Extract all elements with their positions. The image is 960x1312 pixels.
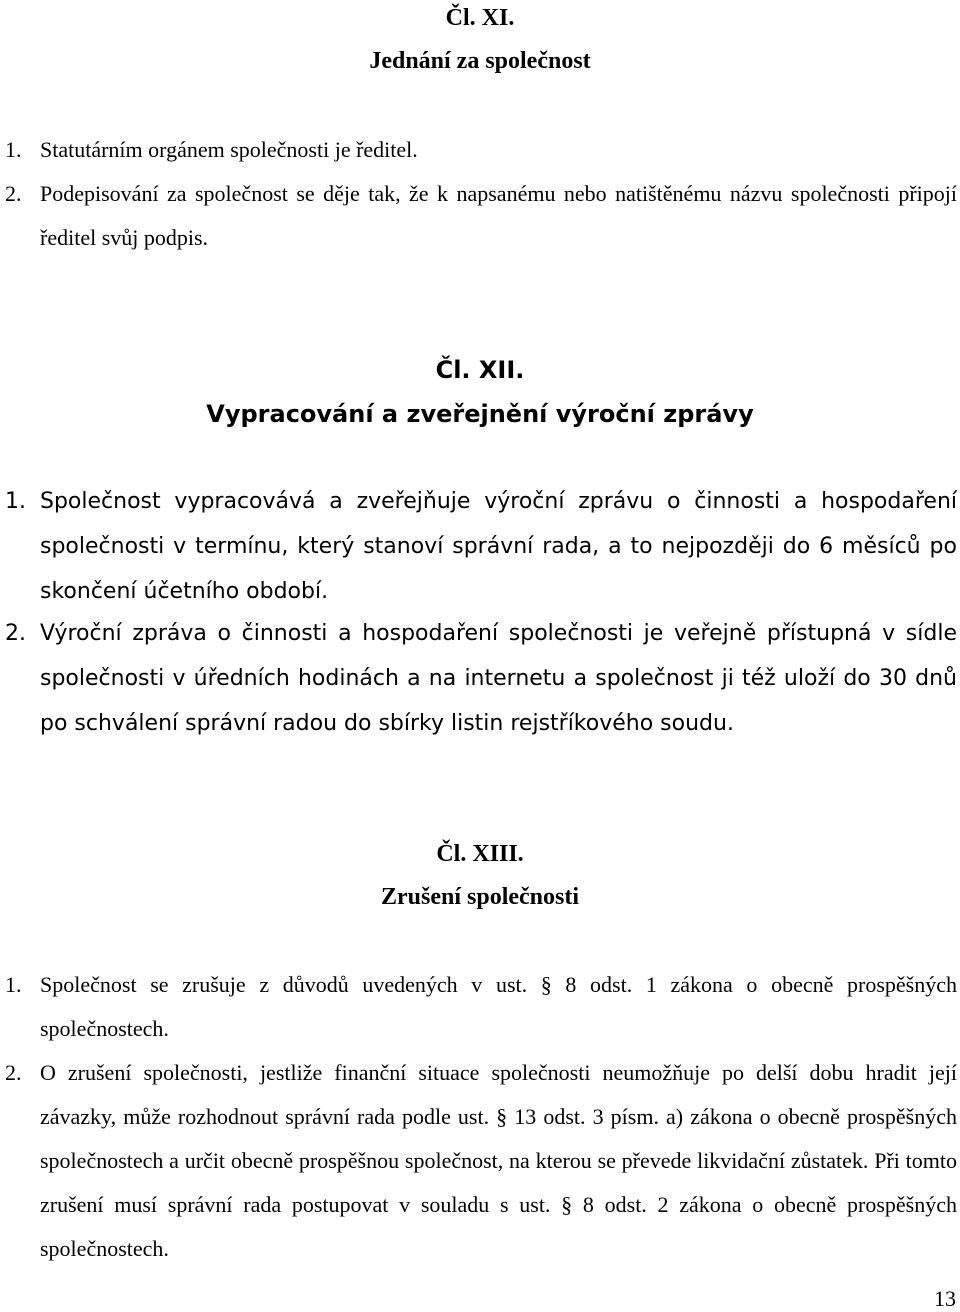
article-item [0, 1051, 957, 1271]
article-number: Čl. XI. [445, 5, 515, 31]
article-title: Vypracování a zveřejnění výroční zprávy [206, 400, 754, 428]
item-number: 2. [5, 1060, 22, 1085]
item-text: Statutárním orgánem společnosti je ředitel. [40, 137, 418, 162]
article-item [0, 128, 957, 172]
item-number: 1. [5, 489, 26, 514]
article-item [0, 611, 957, 746]
article-number: Čl. XII. [435, 356, 525, 384]
article-number: Čl. XIII. [436, 841, 524, 867]
item-number: 2. [5, 621, 26, 646]
item-text: Výroční zpráva o činnosti a hospodaření společnosti je veřejně přístupná v sídle společnosti v úředních hodinách a na internetu a společnost ji též uloží do 30 dnů po schválení správní radou do sbírky listin rejstříkového soudu. [40, 621, 957, 736]
article-item [0, 963, 957, 1051]
item-number: 1. [5, 972, 22, 997]
page-number: 13 [934, 1286, 956, 1311]
article-item [0, 479, 957, 614]
item-text: O zrušení společnosti, jestliže finanční situace společnosti neumožňuje po delší dobu hradit její závazky, může rozhodnout správní rada podle ust. § 13 odst. 3 písm. a) zákona o obecně prospěšných společnostech a určit obecně prospěšnou společnost, na kterou se převede likvidační zůstatek. Při tomto zrušení musí správní rada postupovat v souladu s ust. § 8 odst. 2 zákona o obecně prospěšných společnostech. [40, 1060, 957, 1261]
item-text: Společnost se zrušuje z důvodů uvedených v ust. § 8 odst. 1 zákona o obecně prospěšných společnostech. [40, 972, 957, 1041]
item-text: Podepisování za společnost se děje tak, že k napsanému nebo natištěnému názvu společnosti připojí ředitel svůj podpis. [40, 181, 957, 250]
item-number: 2. [5, 181, 22, 206]
item-text: Společnost vypracovává a zveřejňuje výroční zprávu o činnosti a hospodaření společnosti v termínu, který stanoví správní rada, a to nejpozději do 6 měsíců po skončení účetního období. [40, 489, 957, 604]
article-item [0, 172, 957, 260]
item-number: 1. [5, 137, 22, 162]
article-title: Zrušení společnosti [380, 884, 580, 910]
article-title: Jednání za společnost [369, 48, 591, 74]
